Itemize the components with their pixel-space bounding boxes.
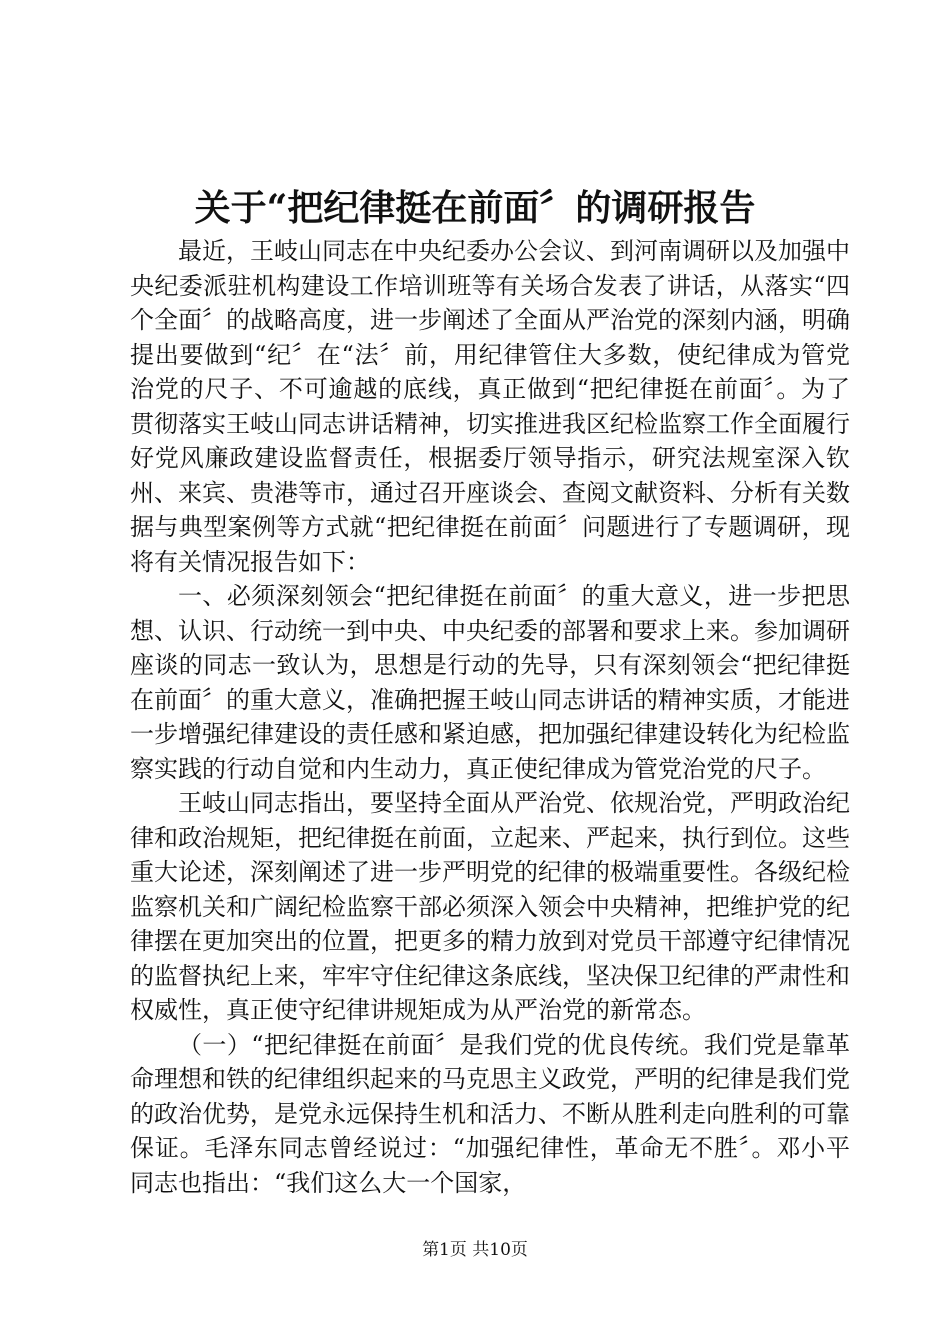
page-number-footer: 第1页 共10页: [422, 1240, 528, 1260]
paragraph-wang-qishan: 王岐山同志指出，要坚持全面从严治党、依规治党，严明政治纪律和政治规矩，把纪律挺在前面，立起来、严起来，执行到位。这些重大论述，深刻阐述了进一步严明党的纪律的极端重要性。各级纪检监察机关和广阔纪检监察干部必须深入领会中央精神，把维护党的纪律摆在更加突出的位置，把更多的精力放到对党员干部遵守纪律情况的监督执纪上来，牢牢守住纪律这条底线，坚决保卫纪律的严肃性和权威性，真正使守纪律讲规矩成为从严治党的新常态。: [130, 789, 850, 1024]
paragraph-intro: 最近，王岐山同志在中央纪委办公会议、到河南调研以及加强中央纪委派驻机构建设工作培训班等有关场合发表了讲话，从落实“四个全面〞的战略高度，进一步阐述了全面从严治党的深刻内涵，明确提出要做到“纪〞在“法〞前，用纪律管住大多数，使纪律成为管党治党的尺子、不可逾越的底线，真正做到“把纪律挺在前面〞。为了贯彻落实王岐山同志讲话精神，切实推进我区纪检监察工作全面履行好党风廉政建设监督责任，根据委厅领导指示，研究法规室深入钦州、来宾、贵港等市，通过召开座谈会、查阅文献资料、分析有关数据与典型案例等方式就“把纪律挺在前面〞问题进行了专题调研，现将有关情况报告如下：: [130, 237, 850, 576]
paragraph-section-one: 一、必须深刻领会“把纪律挺在前面〞的重大意义，进一步把思想、认识、行动统一到中央、中央纪委的部署和要求上来。参加调研座谈的同志一致认为，思想是行动的先导，只有深刻领会“把纪律挺在前面〞的重大意义，准确把握王岐山同志讲话的精神实质，才能进一步增强纪律建设的责任感和紧迫感，把加强纪律建设转化为纪检监察实践的行动自觉和内生动力，真正使纪律成为管党治党的尺子。: [130, 582, 850, 783]
paragraph-subsection-one: （一）“把纪律挺在前面〞是我们党的优良传统。我们党是靠革命理想和铁的纪律组织起来的马克思主义政党，严明的纪律是我们党的政治优势，是党永远保持生机和活力、不断从胜利走向胜利的可靠保证。毛泽东同志曾经说过：“加强纪律性，革命无不胜〞。邓小平同志也指出：“我们这么大一个国家，: [130, 1030, 850, 1197]
document-body: [130, 234, 850, 1200]
document-title: 关于“把纪律挺在前面〞的调研报告: [194, 187, 756, 229]
